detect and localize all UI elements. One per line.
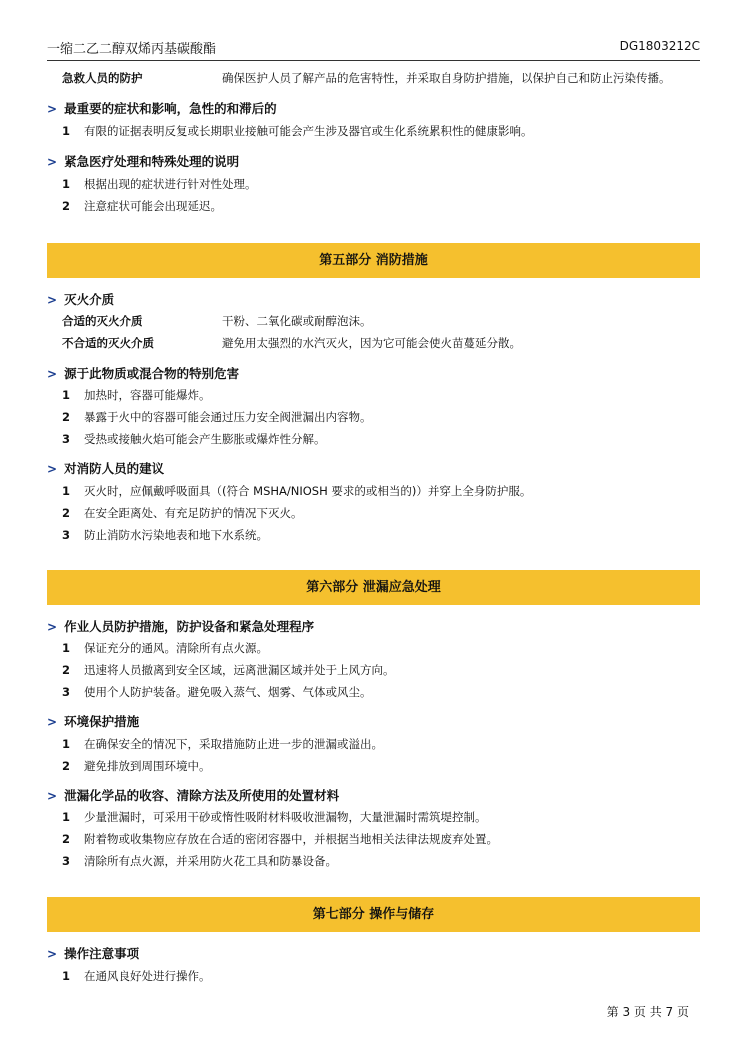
suitable-media-text: 干粉、二氧化碳或耐醇泡沫。 xyxy=(222,314,372,328)
medical-treatment-heading: > 紧急医疗处理和特殊处理的说明 xyxy=(47,154,240,169)
list-item: 2 暴露于火中的容器可能会通过压力安全阀泄漏出内容物。 xyxy=(62,410,372,424)
chevron-right-icon: > xyxy=(47,155,58,169)
chevron-right-icon: > xyxy=(47,293,58,307)
list-item: 1 少量泄漏时，可采用干砂或惰性吸附材料吸收泄漏物，大量泄漏时需筑堤控制。 xyxy=(62,810,487,824)
list-item: 2 注意症状可能会出现延迟。 xyxy=(62,199,222,213)
firefighter-advice-heading: > 对消防人员的建议 xyxy=(47,461,165,476)
list-item: 1 有限的证据表明反复或长期职业接触可能会产生涉及器官或生化系统累积性的健康影响。 xyxy=(62,124,533,138)
list-item: 2 避免排放到周围环境中。 xyxy=(62,759,211,773)
chevron-right-icon: > xyxy=(47,715,58,729)
rescuer-protection-text: 确保医护人员了解产品的危害特性，并采取自身防护措施，以保护自己和防止污染传播。 xyxy=(222,71,671,85)
chevron-right-icon: > xyxy=(47,462,58,476)
chevron-right-icon: > xyxy=(47,947,58,961)
document-title: 一缩二乙二醇双烯丙基碳酸酯 xyxy=(47,42,217,57)
document-code: DG1803212C xyxy=(619,39,700,53)
rescuer-protection-label: 急救人员的防护 xyxy=(62,71,143,85)
chevron-right-icon: > xyxy=(47,367,58,381)
section-banner-part5: 第五部分 消防措施 xyxy=(47,243,700,278)
chevron-right-icon: > xyxy=(47,620,58,634)
list-item: 1 保证充分的通风。清除所有点火源。 xyxy=(62,641,268,655)
list-item: 3 清除所有点火源，并采用防火花工具和防暴设备。 xyxy=(62,854,337,868)
unsuitable-media-text: 避免用太强烈的水汽灭火，因为它可能会使火苗蔓延分散。 xyxy=(222,336,521,350)
list-item: 1 灭火时，应佩戴呼吸面具（(符合 MSHA/NIOSH 要求的或相当的)）并穿上全身防护服。 xyxy=(62,484,532,498)
page-number: 第 3 页 共 7 页 xyxy=(606,1005,689,1019)
list-item: 1 加热时，容器可能爆炸。 xyxy=(62,388,211,402)
environmental-precautions-heading: > 环境保护措施 xyxy=(47,714,140,729)
section-banner-part6: 第六部分 泄漏应急处理 xyxy=(47,570,700,605)
section-banner-part7: 第七部分 操作与储存 xyxy=(47,897,700,932)
handling-precautions-heading: > 操作注意事项 xyxy=(47,946,140,961)
special-hazards-heading: > 源于此物质或混合物的特别危害 xyxy=(47,366,240,381)
personal-precautions-heading: > 作业人员防护措施，防护设备和紧急处理程序 xyxy=(47,619,315,634)
page-header xyxy=(47,38,700,61)
chevron-right-icon: > xyxy=(47,789,58,803)
list-item: 3 使用个人防护装备。避免吸入蒸气、烟雾、气体或风尘。 xyxy=(62,685,372,699)
list-item: 1 在确保安全的情况下，采取措施防止进一步的泄漏或溢出。 xyxy=(62,737,383,751)
suitable-media-label: 合适的灭火介质 xyxy=(62,314,143,328)
list-item: 1 在通风良好处进行操作。 xyxy=(62,969,211,983)
extinguishing-media-heading: > 灭火介质 xyxy=(47,292,115,307)
list-item: 3 受热或接触火焰可能会产生膨胀或爆炸性分解。 xyxy=(62,432,326,446)
unsuitable-media-label: 不合适的灭火介质 xyxy=(62,336,154,350)
list-item: 2 迅速将人员撤离到安全区域，远离泄漏区域并处于上风方向。 xyxy=(62,663,395,677)
symptoms-heading: > 最重要的症状和影响，急性的和滞后的 xyxy=(47,101,277,116)
list-item: 2 附着物或收集物应存放在合适的密闭容器中，并根据当地相关法律法规废弃处置。 xyxy=(62,832,498,846)
containment-cleanup-heading: > 泄漏化学品的收容、清除方法及所使用的处置材料 xyxy=(47,788,340,803)
chevron-right-icon: > xyxy=(47,102,58,116)
list-item: 1 根据出现的症状进行针对性处理。 xyxy=(62,177,257,191)
list-item: 2 在安全距离处、有充足防护的情况下灭火。 xyxy=(62,506,303,520)
list-item: 3 防止消防水污染地表和地下水系统。 xyxy=(62,528,268,542)
